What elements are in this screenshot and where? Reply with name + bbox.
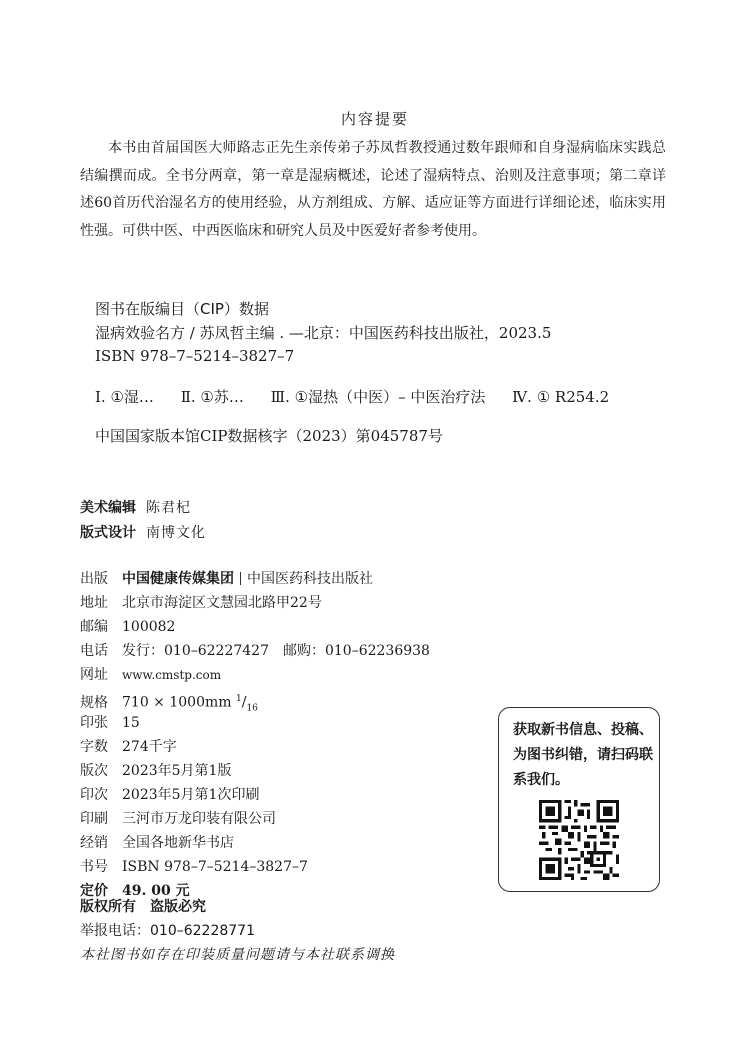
pub-label: 规格: [80, 694, 108, 711]
pub-value: 274千字: [122, 739, 177, 755]
pub-label: 版次: [80, 763, 108, 779]
summary-body: 本书由首届国医大师路志正先生亲传弟子苏凤哲教授通过数年跟师和自身湿病临床实践总结编撰而成。全书分两章，第一章是湿病概述，论述了湿病特点、治则及注意事项；第二章详述60首历代治湿名方的使用经验，从方剂组成、方解、适应证等方面进行详细论述，临床实用性强。可供中医、中西医临床和研究人员及中医爱好者参考使用。: [80, 140, 666, 239]
pub-row-postcode: [80, 615, 430, 639]
credit-layout-design: [80, 522, 206, 542]
cip-class-4: Ⅳ. ① R254.2: [512, 388, 610, 406]
pub-value: 100082: [122, 619, 176, 635]
pub-label: 出版: [80, 571, 108, 587]
qr-panel-text: 获取新书信息、投稿、为图书纠错，请扫码联系我们。: [513, 722, 653, 788]
pub-value: [122, 567, 373, 591]
pub-value: 710 × 1000mm $^1/_{16}$: [122, 694, 258, 714]
pub-row-printing: [80, 783, 430, 807]
cip-data-number: 中国国家版本馆CIP数据核字（2023）第045787号: [95, 427, 443, 445]
pub-row-format: [80, 687, 430, 714]
credit-value: 南博文化: [146, 525, 206, 541]
credit-label: 美术编辑: [80, 500, 136, 516]
price-value: 49. 00 元: [122, 883, 190, 899]
pub-label: 书号: [80, 859, 108, 875]
pub-label: 印刷: [80, 811, 108, 827]
publisher-name: 中国医药科技出版社: [247, 571, 373, 587]
pub-value: www.cmstp.com: [122, 668, 222, 682]
pub-row-distributor: [80, 831, 430, 855]
cip-class-1: Ⅰ. ①湿…: [95, 388, 154, 406]
qr-code-icon[interactable]: [539, 800, 619, 880]
report-phone: 举报电话：010–62228771: [80, 923, 255, 939]
pub-label: 邮编: [80, 619, 108, 635]
pub-label: 地址: [80, 595, 108, 611]
publisher-group: 中国健康传媒集团: [122, 571, 234, 587]
cip-classifications: [95, 386, 631, 407]
cip-heading: 图书在版编目（CIP）数据: [95, 300, 269, 318]
pub-value: ISBN 978–7–5214–3827–7: [122, 859, 308, 875]
copyright-statement: 版权所有 盗版必究: [80, 899, 206, 915]
pub-row-website: [80, 663, 430, 687]
pub-label: 印张: [80, 715, 108, 731]
publication-info: [80, 567, 430, 903]
pub-row-address: [80, 591, 430, 615]
pub-row-phone: [80, 639, 430, 663]
pub-value: 2023年5月第1次印刷: [122, 787, 260, 803]
pub-value: 2023年5月第1版: [122, 763, 232, 779]
format-numerator: 1: [236, 694, 242, 704]
pub-label: 字数: [80, 739, 108, 755]
quality-notice: 本社图书如存在印装质量问题请与本社联系调换: [80, 947, 395, 963]
cip-class-2: Ⅱ. ①苏…: [180, 388, 244, 406]
pub-row-edition: [80, 759, 430, 783]
pub-value: 三河市万龙印装有限公司: [122, 811, 276, 827]
pub-row-publisher: [80, 567, 430, 591]
cip-class-3: Ⅲ. ①湿热（中医）– 中医治疗法: [270, 388, 486, 406]
pub-label: 经销: [80, 835, 108, 851]
pub-label: 定价: [80, 883, 108, 899]
format-size: 710 × 1000mm: [122, 694, 232, 711]
pub-label: 印次: [80, 787, 108, 803]
pub-value: 15: [122, 715, 140, 731]
summary-title: 内容提要: [340, 110, 409, 128]
credit-art-editor: [80, 497, 191, 517]
divider: [240, 572, 241, 585]
pub-label: 电话: [80, 643, 108, 659]
credit-value: 陈君杞: [146, 500, 191, 516]
qr-panel: [498, 707, 660, 892]
credit-label: 版式设计: [80, 525, 136, 541]
pub-value: 全国各地新华书店: [122, 835, 234, 851]
pub-row-printer: [80, 807, 430, 831]
format-denominator: 16: [246, 703, 258, 714]
pub-label: 网址: [80, 667, 108, 683]
pub-row-words: [80, 735, 430, 759]
pub-row-book-number: [80, 855, 430, 879]
pub-value: 发行：010–62227427 邮购：010–62236938: [122, 643, 430, 659]
cip-isbn: ISBN 978–7–5214–3827–7: [95, 347, 295, 365]
cip-bibliographic-line: 湿病效验名方 / 苏凤哲主编 . —北京：中国医药科技出版社，2023.5: [95, 324, 552, 342]
pub-value: 北京市海淀区文慧园北路甲22号: [122, 595, 322, 611]
